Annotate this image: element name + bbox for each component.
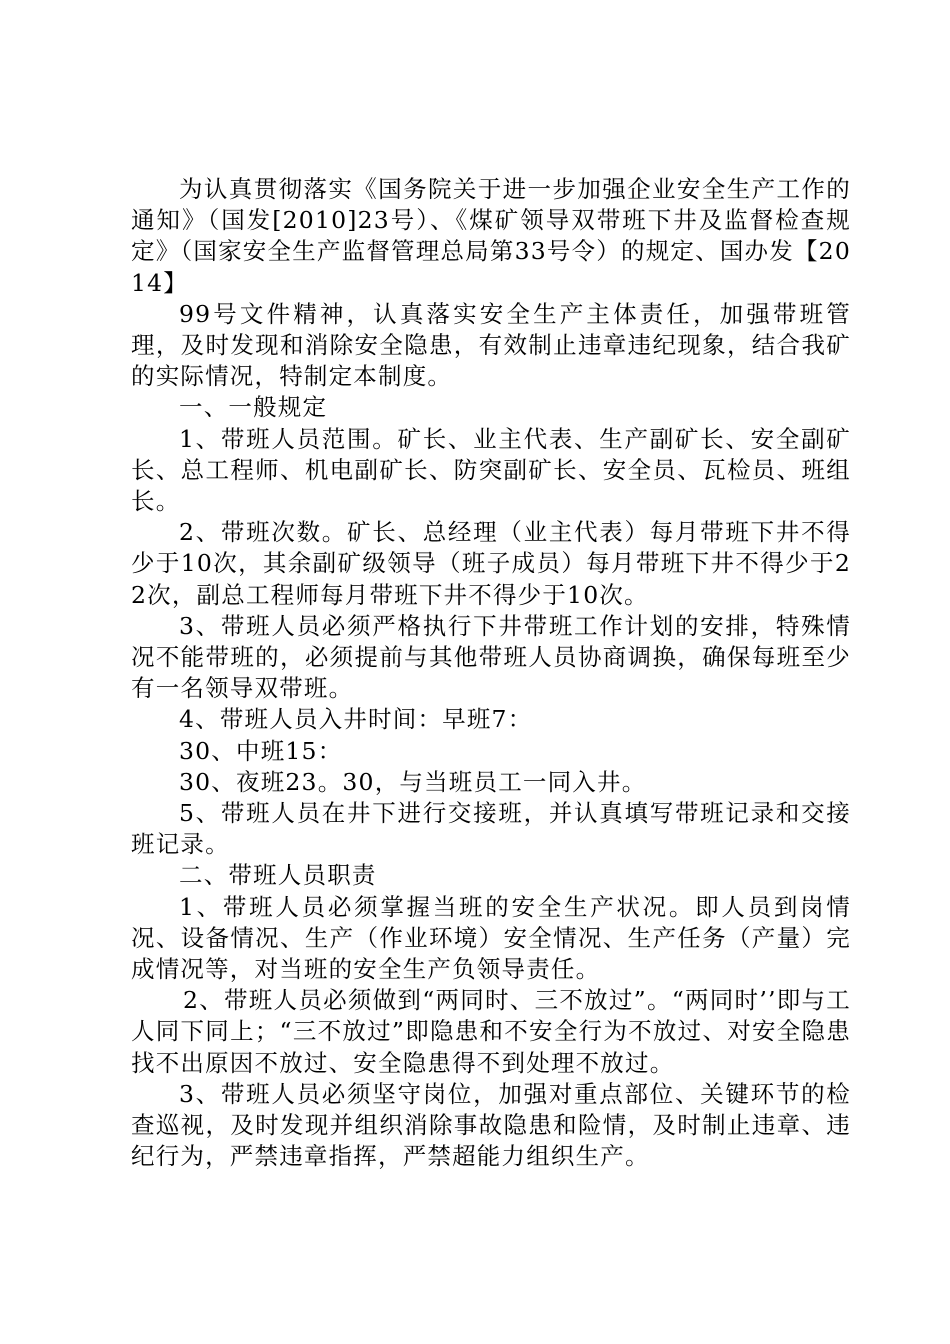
- document-body: [131, 174, 851, 1173]
- paragraph-rule-4-night-shift: 30、夜班23。30，与当班员工一同入井。: [179, 767, 647, 796]
- paragraph-rule-3: 3、带班人员必须严格执行下井带班工作计划的安排，特殊情况不能带班的，必须提前与其他带班人员协商调换，确保每班至少有一名领导双带班。: [131, 611, 851, 703]
- paragraph-rule-4-middle-shift: 30、中班15：: [179, 736, 343, 765]
- paragraph-rule-2: 2、带班次数。矿长、总经理（业主代表）每月带班下井不得少于10次，其余副矿级领导（班子成员）每月带班下井不得少于22次，副总工程师每月带班下井不得少于10次。: [131, 518, 851, 609]
- paragraph-rule-4: 4、带班人员入井时间：早班7：: [179, 705, 533, 734]
- paragraph-duty-1: 1、带班人员必须掌握当班的安全生产状况。即人员到岗情况、设备情况、生产（作业环境）安全情况、生产任务（产量）完成情况等，对当班的安全生产负领导责任。: [131, 892, 851, 984]
- section-heading-duties: 二、带班人员职责: [179, 861, 377, 890]
- section-heading-general-rules: 一、一般规定: [179, 393, 328, 422]
- paragraph-intro-continued: 99号文件精神，认真落实安全生产主体责任，加强带班管理，及时发现和消除安全隐患，有效制止违章违纪现象，结合我矿的实际情况，特制定本制度。: [131, 299, 851, 391]
- paragraph-duty-3: 3、带班人员必须坚守岗位，加强对重点部位、关键环节的检查巡视，及时发现并组织消除事故隐患和险情，及时制止违章、违纪行为，严禁违章指挥，严禁超能力组织生产。: [131, 1079, 851, 1171]
- paragraph-rule-1: 1、带班人员范围。矿长、业主代表、生产副矿长、安全副矿长、总工程师、机电副矿长、防突副矿长、安全员、瓦检员、班组长。: [131, 424, 851, 516]
- paragraph-rule-5: 5、带班人员在井下进行交接班，并认真填写带班记录和交接班记录。: [131, 799, 851, 859]
- paragraph-duty-2: 2、带班人员必须做到“两同时、三不放过”。“两同时’’即与工人同下同上；“三不放过”即隐患和不安全行为不放过、对安全隐患找不出原因不放过、安全隐患得不到处理不放过。: [131, 986, 851, 1077]
- paragraph-intro: 为认真贯彻落实《国务院关于进一步加强企业安全生产工作的通知》（国发[2010]23号）、《煤矿领导双带班下井及监督检查规定》（国家安全生产监督管理总局第33号令）的规定、国办发【2014】: [131, 175, 851, 297]
